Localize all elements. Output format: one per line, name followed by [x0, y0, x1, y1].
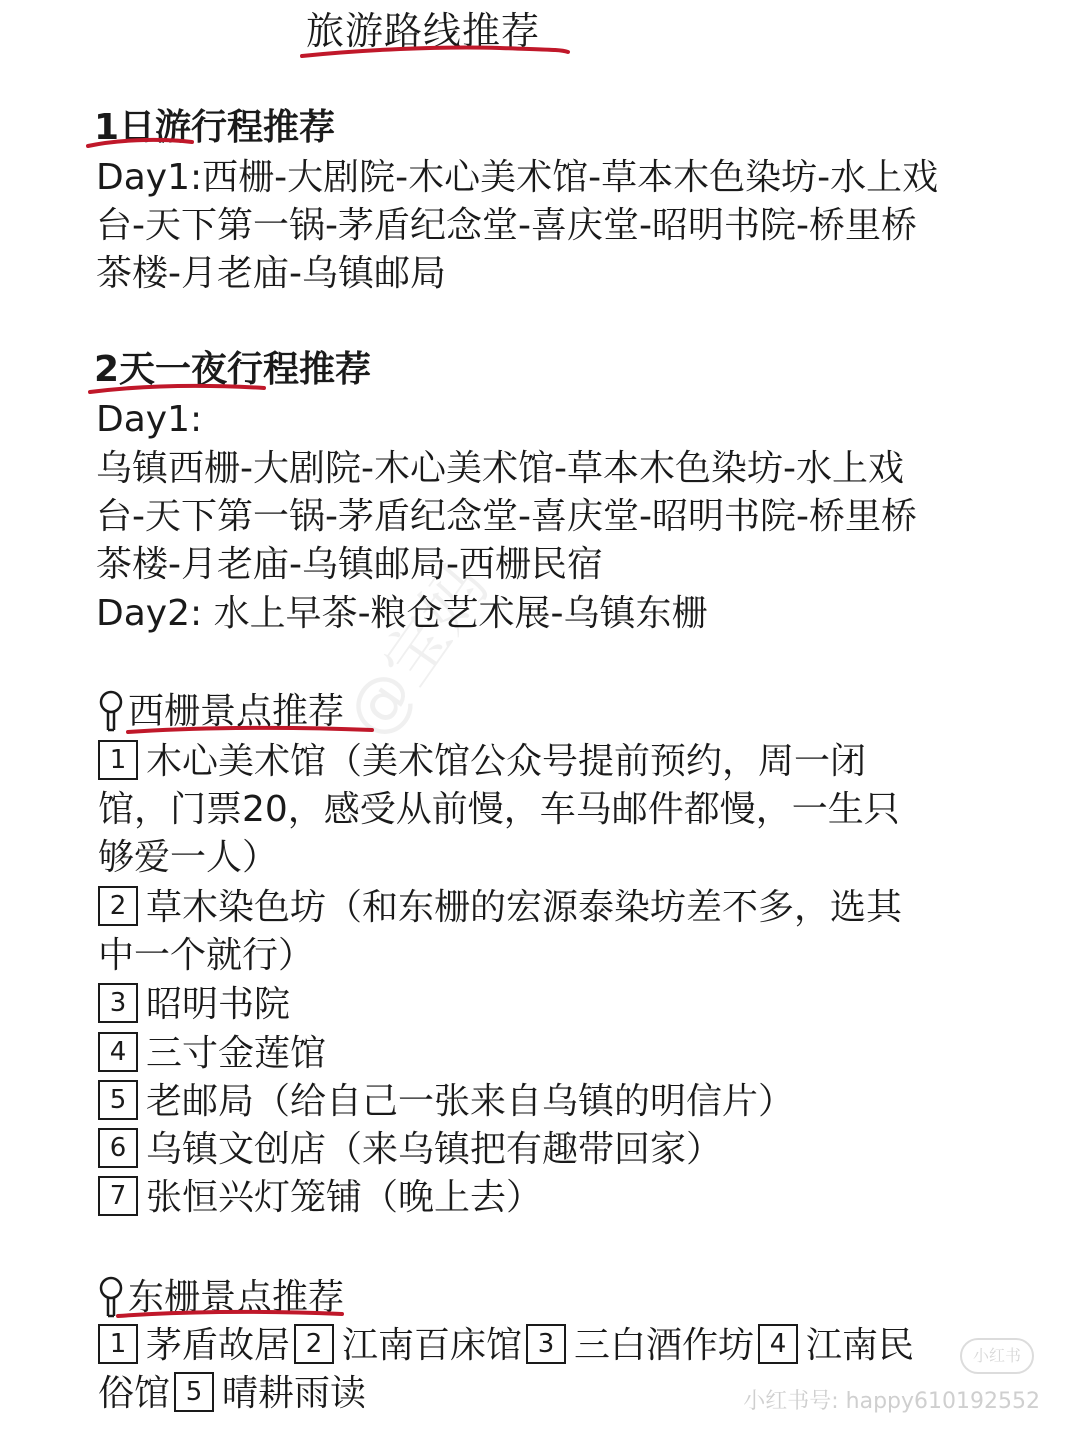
list-item: [98, 1174, 542, 1222]
itinerary-line: Day1:西栅-大剧院-木心美术馆-草本木色染坊-水上戏: [96, 157, 939, 198]
number-box: 4: [98, 1032, 138, 1072]
page-title: 旅游路线推荐: [306, 9, 541, 53]
number-box: 4: [758, 1324, 798, 1364]
list-item-text: 张恒兴灯笼铺（晚上去）: [146, 1177, 543, 1218]
number-box: 1: [98, 740, 138, 780]
list-item-continuation: 馆，门票20，感受从前慢，车马邮件都慢，一生只: [98, 789, 900, 830]
section-heading-2day: 2天一夜行程推荐: [94, 349, 372, 390]
number-box: 5: [98, 1080, 138, 1120]
itinerary-line: 茶楼-月老庙-乌镇邮局-西栅民宿: [96, 544, 603, 585]
list-item-continuation: 够爱一人）: [98, 837, 279, 878]
watermark-logo: 小红书: [960, 1338, 1034, 1374]
list-item-text: 江南百床馆: [342, 1325, 523, 1366]
list-item-row: [98, 1322, 914, 1370]
list-item-text: 昭明书院: [146, 984, 291, 1025]
itinerary-line: 乌镇西栅-大剧院-木心美术馆-草本木色染坊-水上戏: [96, 448, 904, 489]
list-item-text: 三白酒作坊: [574, 1325, 755, 1366]
watermark-handle: 小红书号: happy610192552: [743, 1389, 1040, 1414]
list-item: [98, 738, 866, 786]
dongzha-heading: [98, 1274, 344, 1322]
itinerary-line: Day1:: [96, 399, 203, 440]
list-item-continuation: 中一个就行）: [98, 935, 315, 976]
list-item-text: 江南民: [806, 1325, 915, 1366]
list-item: [98, 1030, 326, 1078]
number-box: 2: [294, 1324, 334, 1364]
number-box: 7: [98, 1176, 138, 1216]
list-item-row: [98, 1370, 366, 1418]
pin-icon: [98, 690, 124, 734]
list-item-text: 三寸金莲馆: [146, 1033, 327, 1074]
itinerary-line: 台-天下第一锅-茅盾纪念堂-喜庆堂-昭明书院-桥里桥: [96, 496, 917, 537]
list-item-text: 老邮局（给自己一张来自乌镇的明信片）: [146, 1081, 795, 1122]
list-item: [98, 884, 902, 932]
list-item-text: 茅盾故居: [146, 1325, 291, 1366]
itinerary-line: 茶楼-月老庙-乌镇邮局: [96, 253, 446, 294]
list-item: [98, 981, 290, 1029]
list-item-text: 俗馆: [98, 1373, 171, 1414]
list-item-text: 乌镇文创店（来乌镇把有趣带回家）: [146, 1129, 723, 1170]
section-heading-1day: 1日游行程推荐: [94, 107, 336, 148]
xizha-heading-text: 西栅景点推荐: [128, 691, 345, 732]
list-item-text: 木心美术馆（美术馆公众号提前预约，周一闭: [146, 741, 867, 782]
number-box: 5: [174, 1372, 214, 1412]
list-item: [98, 1078, 794, 1126]
list-item: [98, 1126, 722, 1174]
list-item-text: 草木染色坊（和东栅的宏源泰染坊差不多，选其: [146, 887, 903, 928]
itinerary-line: 台-天下第一锅-茅盾纪念堂-喜庆堂-昭明书院-桥里桥: [96, 205, 917, 246]
pin-icon: [98, 1276, 124, 1320]
number-box: 6: [98, 1128, 138, 1168]
list-item-text: 晴耕雨读: [222, 1373, 367, 1414]
number-box: 3: [98, 983, 138, 1023]
dongzha-heading-text: 东栅景点推荐: [128, 1277, 345, 1318]
number-box: 3: [526, 1324, 566, 1364]
number-box: 1: [98, 1324, 138, 1364]
diagonal-watermark: @宝妈: [332, 551, 504, 752]
number-box: 2: [98, 886, 138, 926]
itinerary-line: Day2: 水上早茶-粮仓艺术展-乌镇东栅: [96, 593, 708, 634]
xizha-heading: [98, 688, 344, 736]
